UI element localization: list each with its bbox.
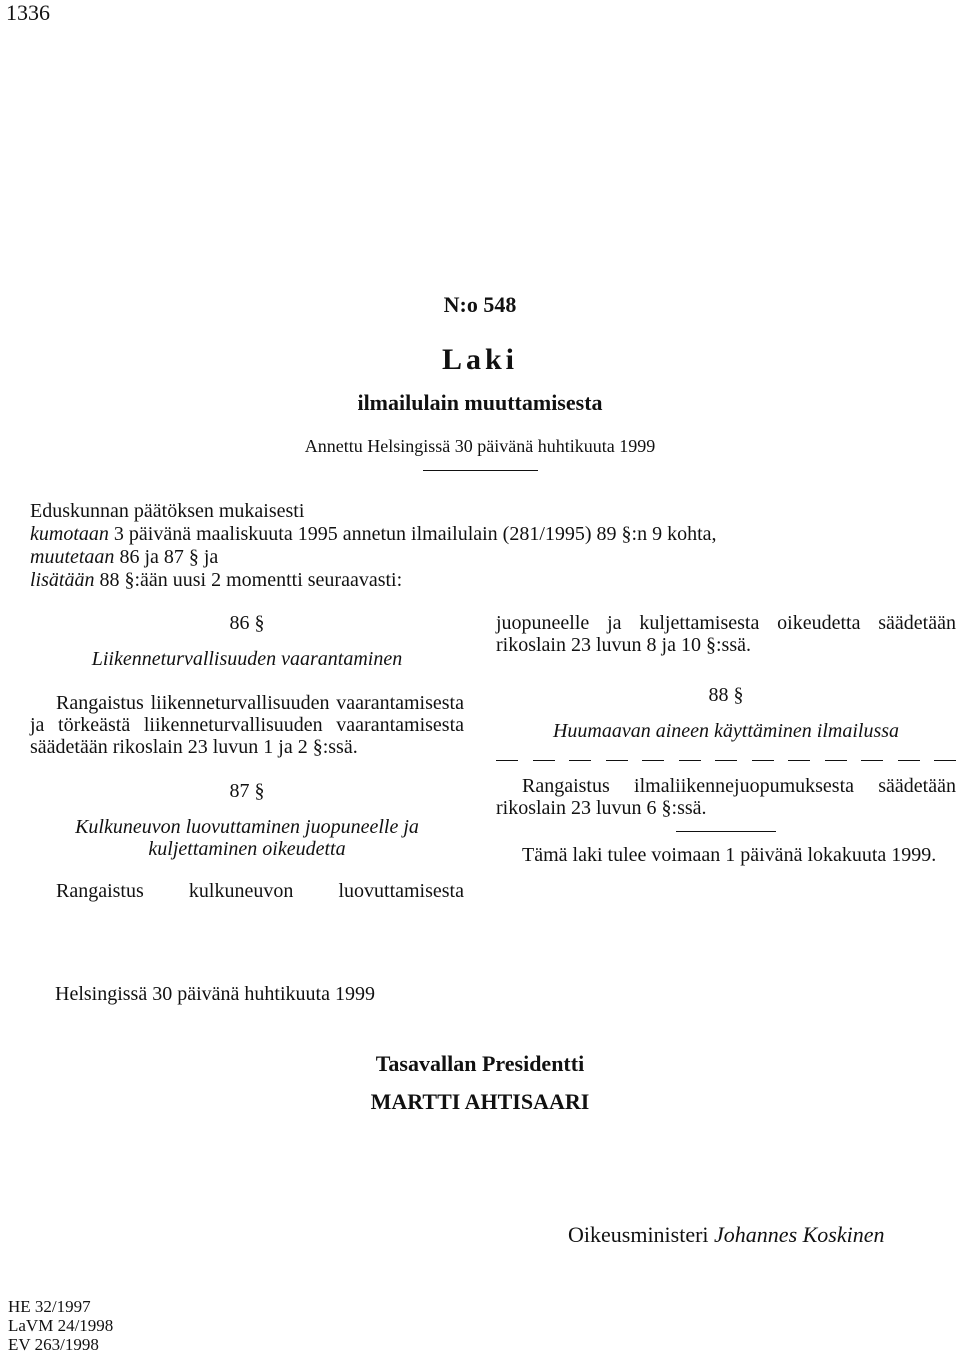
statute-number: N:o 548 <box>443 292 517 317</box>
entry-into-force: Tämä laki tulee voimaan 1 päivänä lokakuuta 1999. <box>522 844 937 866</box>
references <box>8 1297 113 1354</box>
section-86-text: Rangaistus liikenneturvallisuuden vaarantamisesta ja törkeästä liikenneturvallisuuden vaarantamisesta säädetään rikoslain 23 luvun 1 ja 2 §:ssä. <box>30 692 464 758</box>
president-title: Tasavallan Presidentti <box>375 1051 585 1076</box>
given-date: Annettu Helsingissä 30 päivänä huhtikuuta 1999 <box>304 436 656 456</box>
reference-committee-report: LaVM 24/1998 <box>8 1316 114 1335</box>
section-87-text: Rangaistus kulkuneuvon luovuttamisesta <box>56 880 464 902</box>
president-name: MARTTI AHTISAARI <box>370 1089 590 1114</box>
document-title: ilmailulain muuttamisesta <box>357 390 603 415</box>
preamble <box>30 500 940 592</box>
section-88-number: 88 § <box>708 684 744 706</box>
preamble-line-repeal <box>30 523 940 546</box>
title-divider <box>423 470 538 471</box>
section-86-heading: Liikenneturvallisuuden vaarantaminen <box>91 648 403 670</box>
section-88-text: Rangaistus ilmaliikennejuopumuksesta säädetään rikoslain 23 luvun 6 §:ssä. <box>496 775 956 819</box>
document-type: Laki <box>441 343 519 376</box>
section-88-heading: Huumaavan aineen käyttäminen ilmailussa <box>552 720 900 742</box>
preamble-line-add <box>30 569 940 592</box>
entry-divider <box>676 831 776 832</box>
signing-place-date: Helsingissä 30 päivänä huhtikuuta 1999 <box>55 983 375 1005</box>
section-87-number: 87 § <box>229 780 265 802</box>
preamble-intro: Eduskunnan päätöksen mukaisesti <box>30 500 305 522</box>
preamble-line-amend <box>30 546 940 569</box>
right-column <box>496 612 956 866</box>
omission-dashes <box>496 760 956 761</box>
minister-signature <box>568 1222 885 1248</box>
reference-government-bill: HE 32/1997 <box>8 1297 91 1316</box>
minister-title: Oikeusministeri <box>568 1222 709 1247</box>
preamble-verb-add: lisätään <box>30 569 95 591</box>
preamble-verb-repeal: kumotaan <box>30 523 109 545</box>
section-86-number: 86 § <box>229 612 265 634</box>
preamble-text-repeal: 3 päivänä maaliskuuta 1995 annetun ilmailulain (281/1995) 89 §:n 9 kohta, <box>108 523 717 545</box>
preamble-text-add: 88 §:ään uusi 2 momentti seuraavasti: <box>94 569 403 591</box>
page-number: 1336 <box>6 0 50 25</box>
preamble-text-amend: 86 ja 87 § ja <box>114 546 219 568</box>
left-column <box>30 612 464 902</box>
minister-name: Johannes Koskinen <box>714 1222 885 1247</box>
preamble-verb-amend: muutetaan <box>30 546 115 568</box>
section-87-continuation: juopuneelle ja kuljettamisesta oikeudetta säädetään rikoslain 23 luvun 8 ja 10 §:ssä. <box>496 612 956 656</box>
section-87-heading: Kulkuneuvon luovuttaminen juopuneelle ja kuljettaminen oikeudetta <box>75 816 419 860</box>
reference-parliament-reply: EV 263/1998 <box>8 1335 99 1354</box>
